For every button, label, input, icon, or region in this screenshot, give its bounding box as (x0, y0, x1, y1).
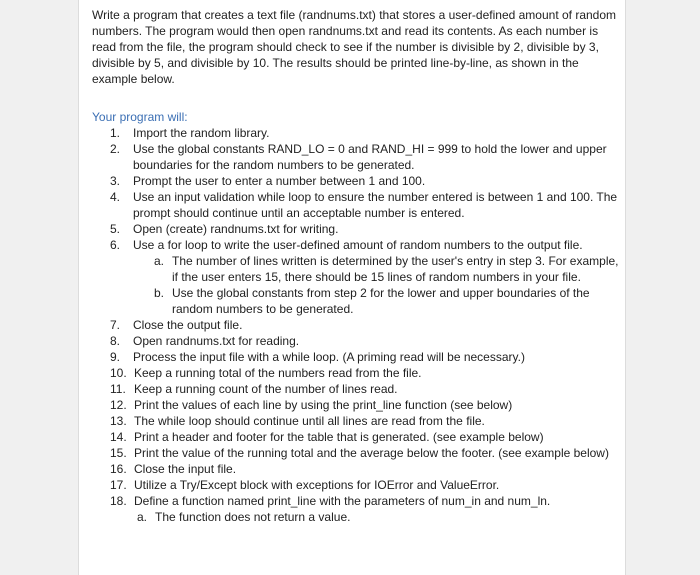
step-text: Close the input file. (134, 462, 237, 476)
step-text: Import the random library. (133, 126, 270, 140)
sub-text: Use the global constants from step 2 for the lower and upper boundaries of the random numbers to be generated. (172, 286, 590, 316)
step-item (92, 381, 620, 397)
step-text: Utilize a Try/Except block with exceptions for IOError and ValueError. (134, 478, 500, 492)
step-text: Open randnums.txt for reading. (133, 334, 300, 348)
step-text: Define a function named print_line with the parameters of num_in and num_ln. (134, 494, 551, 508)
sub-letter: a. (154, 254, 165, 268)
step-item (92, 173, 620, 189)
step-item (92, 429, 620, 445)
step-text: Print the values of each line by using the print_line function (see below) (134, 398, 513, 412)
steps-list (92, 125, 620, 525)
sub-letter: a. (137, 510, 148, 524)
step-number: 5. (110, 222, 121, 236)
step-number: 17. (110, 478, 127, 492)
step-number: 7. (110, 318, 121, 332)
step-number: 2. (110, 142, 121, 156)
sub-text: The number of lines written is determined by the user's entry in step 3. For example, if the user enters 15, there should be 15 lines of random numbers in your file. (172, 254, 619, 284)
step-number: 10. (110, 366, 127, 380)
step-number: 14. (110, 430, 127, 444)
step-number: 1. (110, 126, 121, 140)
step-item (92, 413, 620, 429)
step-item (92, 125, 620, 141)
step-number: 3. (110, 174, 121, 188)
sub-item (133, 253, 620, 285)
step-number: 8. (110, 334, 121, 348)
step-number: 4. (110, 190, 121, 204)
step-text: Use a for loop to write the user-defined amount of random numbers to the output file. (133, 238, 583, 252)
step-item (92, 365, 620, 381)
step-item (92, 477, 620, 493)
step-item (92, 189, 620, 221)
step-item (92, 333, 620, 349)
step-number: 12. (110, 398, 127, 412)
step-number: 18. (110, 494, 127, 508)
step-item (92, 317, 620, 333)
program-will-heading: Your program will: (92, 110, 188, 124)
step-number: 13. (110, 414, 127, 428)
step-text: Keep a running total of the numbers read from the file. (134, 366, 422, 380)
step-text: Prompt the user to enter a number between 1 and 100. (133, 174, 426, 188)
document-page (78, 0, 626, 575)
step-item (92, 397, 620, 413)
step-text: Keep a running count of the number of lines read. (134, 382, 398, 396)
step-number: 15. (110, 446, 127, 460)
step-number: 16. (110, 462, 127, 476)
step-item (92, 237, 620, 317)
step-text: Use the global constants RAND_LO = 0 and RAND_HI = 999 to hold the lower and upper boundaries for the random numbers to be generated. (133, 142, 607, 172)
sub-letter: b. (154, 286, 165, 300)
step-number: 11. (110, 382, 126, 396)
step-text: Print a header and footer for the table that is generated. (see example below) (134, 430, 544, 444)
step-text: Print the value of the running total and the average below the footer. (see example below) (134, 446, 609, 460)
sub-item (134, 509, 620, 525)
step-text: Open (create) randnums.txt for writing. (133, 222, 339, 236)
step-item (92, 221, 620, 237)
step-item (92, 493, 620, 525)
intro-paragraph: Write a program that creates a text file (randnums.txt) that stores a user-defined amount of random numbers. The program would then open randnums.txt and read its contents. As each number is read from the file, the program should check to see if the number is divisible by 2, divisible by 3, divisible by 5, and divisible by 10. The results should be printed line-by-line, as shown in the example below. (92, 8, 617, 86)
step-text: Use an input validation while loop to ensure the number entered is between 1 and 100. The prompt should continue until an acceptable number is entered. (133, 190, 618, 220)
step-number: 9. (110, 350, 121, 364)
step-item (92, 349, 620, 365)
sub-item (133, 285, 620, 317)
step-text: The while loop should continue until all lines are read from the file. (134, 414, 485, 428)
step-item (92, 461, 620, 477)
document-content (92, 7, 620, 525)
step-item (92, 445, 620, 461)
step-18-sublist (134, 509, 620, 525)
step-text: Close the output file. (133, 318, 243, 332)
step-item (92, 141, 620, 173)
step-number: 6. (110, 238, 121, 252)
step-6-sublist (133, 253, 620, 317)
sub-text: The function does not return a value. (155, 510, 351, 524)
step-text: Process the input file with a while loop. (A priming read will be necessary.) (133, 350, 525, 364)
